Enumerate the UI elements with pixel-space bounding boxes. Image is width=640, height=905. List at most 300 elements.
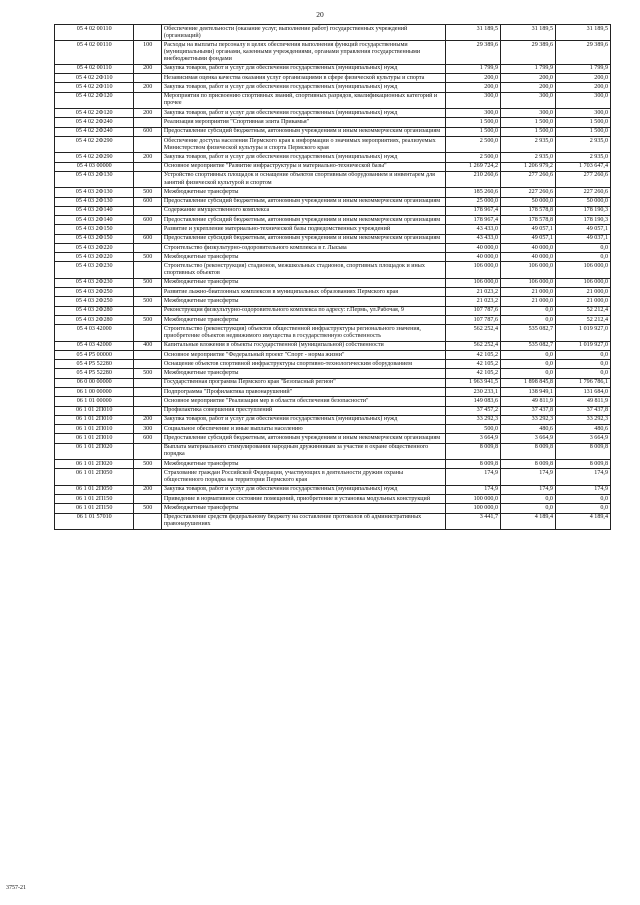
row-code-cell: 06 1 01 2П150 (55, 495, 134, 504)
row-amount-3-cell: 37 437,8 (555, 406, 610, 415)
row-amount-1-cell: 185 260,6 (446, 188, 501, 197)
row-amount-2-cell: 200,0 (501, 74, 556, 83)
row-expense-type-cell (134, 406, 161, 415)
row-amount-1-cell: 200,0 (446, 83, 501, 92)
row-amount-2-cell: 1 799,9 (501, 64, 556, 73)
row-amount-2-cell: 0,0 (501, 350, 556, 359)
row-amount-3-cell: 106 000,0 (555, 278, 610, 287)
row-expense-type-cell: 200 (134, 83, 161, 92)
row-name-cell: Содержание имущественного комплекса (161, 206, 445, 215)
row-expense-type-cell: 200 (134, 415, 161, 424)
row-amount-1-cell: 300,0 (446, 92, 501, 108)
budget-table (54, 24, 611, 530)
row-amount-3-cell: 4 189,4 (555, 513, 610, 529)
footer-code: 3757-21 (6, 885, 26, 891)
row-expense-type-cell: 200 (134, 109, 161, 118)
row-name-cell: Выплата материального стимулирования народным дружинникам за участие в охране общественного порядка (161, 443, 445, 459)
row-amount-1-cell: 500,0 (446, 425, 501, 434)
row-expense-type-cell (134, 388, 161, 397)
table-row (55, 341, 611, 350)
row-amount-3-cell: 1 500,0 (555, 118, 610, 127)
row-name-cell: Расходы на выплаты персоналу в целях обеспечения выполнения функций государственными (муниципальными) органами, казенными учреждениями, органами управления государственными внебюджетными фондами (161, 41, 445, 64)
row-name-cell: Межбюджетные трансферты (161, 297, 445, 306)
row-expense-type-cell: 200 (134, 64, 161, 73)
row-amount-1-cell: 100 000,0 (446, 495, 501, 504)
row-amount-1-cell: 562 252,4 (446, 325, 501, 341)
row-amount-2-cell: 106 000,0 (501, 262, 556, 278)
row-expense-type-cell: 600 (134, 197, 161, 206)
row-expense-type-cell (134, 136, 161, 152)
row-code-cell: 05 4 03 2Ф130 (55, 171, 134, 187)
row-code-cell: 05 4 03 2Ф280 (55, 306, 134, 315)
row-amount-2-cell: 300,0 (501, 92, 556, 108)
row-code-cell: 05 4 02 2Ф120 (55, 92, 134, 108)
table-row (55, 415, 611, 424)
row-name-cell: Закупка товаров, работ и услуг для обеспечения государственных (муниципальных) нужд (161, 83, 445, 92)
row-amount-2-cell: 178 578,8 (501, 206, 556, 215)
row-expense-type-cell: 500 (134, 369, 161, 378)
row-amount-2-cell: 8 009,8 (501, 460, 556, 469)
row-expense-type-cell (134, 325, 161, 341)
row-amount-1-cell: 42 105,2 (446, 360, 501, 369)
row-amount-1-cell: 107 787,6 (446, 306, 501, 315)
row-code-cell: 05 4 03 2Ф150 (55, 225, 134, 234)
row-code-cell: 06 0 00 00000 (55, 378, 134, 387)
row-expense-type-cell (134, 360, 161, 369)
row-amount-3-cell: 300,0 (555, 109, 610, 118)
row-name-cell: Оснащение объектов спортивной инфраструктуры спортивно-технологическим оборудованием (161, 360, 445, 369)
row-code-cell: 05 4 02 2Ф290 (55, 153, 134, 162)
row-amount-1-cell: 40 000,0 (446, 243, 501, 252)
row-name-cell: Межбюджетные трансферты (161, 460, 445, 469)
row-expense-type-cell: 500 (134, 188, 161, 197)
row-amount-1-cell: 1 500,0 (446, 118, 501, 127)
row-code-cell: 05 4 P5 52280 (55, 369, 134, 378)
row-name-cell: Закупка товаров, работ и услуг для обеспечения государственных (муниципальных) нужд (161, 485, 445, 494)
row-amount-1-cell: 107 787,6 (446, 315, 501, 324)
table-row (55, 109, 611, 118)
row-name-cell: Строительство (реконструкция) стадионов, межшкольных стадионов, спортивных площадок и иных спортивных объектов (161, 262, 445, 278)
row-amount-3-cell: 1 799,9 (555, 64, 610, 73)
row-amount-2-cell: 8 009,8 (501, 443, 556, 459)
row-name-cell: Основное мероприятие "Развитие инфраструктуры и материально-технической базы" (161, 162, 445, 171)
row-expense-type-cell: 600 (134, 434, 161, 443)
row-expense-type-cell (134, 469, 161, 485)
row-code-cell: 05 4 02 00110 (55, 25, 134, 41)
row-expense-type-cell (134, 306, 161, 315)
row-amount-1-cell: 31 189,5 (446, 25, 501, 41)
row-expense-type-cell (134, 288, 161, 297)
table-row (55, 216, 611, 225)
row-amount-3-cell: 0,0 (555, 369, 610, 378)
row-amount-1-cell: 1 799,9 (446, 64, 501, 73)
table-row (55, 225, 611, 234)
row-amount-3-cell: 29 389,6 (555, 41, 610, 64)
row-expense-type-cell: 500 (134, 253, 161, 262)
row-amount-3-cell: 21 000,0 (555, 288, 610, 297)
table-row (55, 243, 611, 252)
row-expense-type-cell (134, 74, 161, 83)
row-name-cell: Независимая оценка качества оказания услуг организациями в сфере физической культуры и спорта (161, 74, 445, 83)
table-row (55, 425, 611, 434)
row-amount-1-cell: 174,9 (446, 469, 501, 485)
row-code-cell: 05 4 03 2Ф140 (55, 206, 134, 215)
row-name-cell: Закупка товаров, работ и услуг для обеспечения государственных (муниципальных) нужд (161, 415, 445, 424)
table-row (55, 360, 611, 369)
row-amount-3-cell: 21 000,0 (555, 297, 610, 306)
page-number: 20 (316, 10, 324, 19)
row-code-cell: 05 4 P5 52280 (55, 360, 134, 369)
table-row (55, 406, 611, 415)
row-name-cell: Основное мероприятие "Реализация мер в области обеспечения безопасности" (161, 397, 445, 406)
table-row (55, 513, 611, 529)
row-expense-type-cell: 100 (134, 41, 161, 64)
row-amount-2-cell: 21 000,0 (501, 297, 556, 306)
row-code-cell: 05 4 03 2Ф230 (55, 262, 134, 278)
row-name-cell: Капитальные вложения в объекты государственной (муниципальной) собственности (161, 341, 445, 350)
row-code-cell: 05 4 03 2Ф280 (55, 315, 134, 324)
row-amount-2-cell: 3 664,9 (501, 434, 556, 443)
row-expense-type-cell: 500 (134, 504, 161, 513)
row-amount-3-cell: 0,0 (555, 350, 610, 359)
row-code-cell: 05 4 03 2Ф130 (55, 188, 134, 197)
row-amount-3-cell: 178 190,3 (555, 216, 610, 225)
row-name-cell: Межбюджетные трансферты (161, 253, 445, 262)
table-row (55, 443, 611, 459)
row-amount-3-cell: 52 212,4 (555, 315, 610, 324)
row-name-cell: Строительство (реконструкция) объектов общественной инфраструктуры регионального значения, приобретение объектов недвижимого имущества в государственную собственность (161, 325, 445, 341)
row-expense-type-cell (134, 513, 161, 529)
table-row (55, 162, 611, 171)
row-amount-2-cell: 200,0 (501, 83, 556, 92)
row-code-cell: 05 4 03 2Ф220 (55, 243, 134, 252)
row-amount-1-cell: 2 500,0 (446, 136, 501, 152)
row-code-cell: 05 4 03 42000 (55, 341, 134, 350)
table-row (55, 83, 611, 92)
row-amount-3-cell: 174,9 (555, 485, 610, 494)
row-code-cell: 06 1 01 2П020 (55, 443, 134, 459)
row-amount-3-cell: 227 260,6 (555, 188, 610, 197)
row-name-cell: Межбюджетные трансферты (161, 188, 445, 197)
table-row (55, 378, 611, 387)
row-amount-3-cell: 1 796 786,1 (555, 378, 610, 387)
row-amount-1-cell: 100 000,0 (446, 504, 501, 513)
row-amount-1-cell: 562 252,4 (446, 341, 501, 350)
row-amount-3-cell: 0,0 (555, 360, 610, 369)
row-expense-type-cell: 600 (134, 127, 161, 136)
row-name-cell: Закупка товаров, работ и услуг для обеспечения государственных (муниципальных) нужд (161, 153, 445, 162)
row-amount-2-cell: 535 082,7 (501, 325, 556, 341)
row-code-cell: 06 1 01 2П150 (55, 504, 134, 513)
row-amount-3-cell: 2 935,0 (555, 153, 610, 162)
row-code-cell: 05 4 03 2Ф250 (55, 297, 134, 306)
row-amount-1-cell: 106 000,0 (446, 262, 501, 278)
row-amount-2-cell: 0,0 (501, 495, 556, 504)
row-expense-type-cell (134, 92, 161, 108)
row-amount-1-cell: 3 664,9 (446, 434, 501, 443)
row-amount-1-cell: 40 000,0 (446, 253, 501, 262)
row-code-cell: 05 4 03 2Ф140 (55, 216, 134, 225)
row-amount-2-cell: 0,0 (501, 306, 556, 315)
row-amount-1-cell: 3 441,7 (446, 513, 501, 529)
row-amount-3-cell: 178 190,3 (555, 206, 610, 215)
row-expense-type-cell (134, 206, 161, 215)
row-name-cell: Подпрограмма "Профилактика правонарушений" (161, 388, 445, 397)
row-name-cell: Предоставление субсидий бюджетным, автономным учреждениям и иным некоммерческим организациям (161, 434, 445, 443)
row-expense-type-cell (134, 25, 161, 41)
row-amount-1-cell: 25 000,0 (446, 197, 501, 206)
row-name-cell: Межбюджетные трансферты (161, 278, 445, 287)
row-expense-type-cell (134, 262, 161, 278)
row-amount-2-cell: 2 935,0 (501, 153, 556, 162)
row-amount-3-cell: 52 212,4 (555, 306, 610, 315)
row-amount-3-cell: 200,0 (555, 83, 610, 92)
table-row (55, 485, 611, 494)
table-row (55, 434, 611, 443)
row-amount-3-cell: 3 664,9 (555, 434, 610, 443)
row-amount-2-cell: 31 189,5 (501, 25, 556, 41)
row-amount-1-cell: 200,0 (446, 74, 501, 83)
row-expense-type-cell (134, 350, 161, 359)
row-amount-3-cell: 49 057,1 (555, 225, 610, 234)
row-amount-3-cell: 200,0 (555, 74, 610, 83)
row-amount-1-cell: 29 389,6 (446, 41, 501, 64)
row-code-cell: 05 4 03 42000 (55, 325, 134, 341)
row-amount-1-cell: 21 023,2 (446, 288, 501, 297)
row-name-cell: Закупка товаров, работ и услуг для обеспечения государственных (муниципальных) нужд (161, 64, 445, 73)
row-amount-1-cell: 1 963 941,5 (446, 378, 501, 387)
row-expense-type-cell (134, 397, 161, 406)
table-row (55, 74, 611, 83)
row-name-cell: Основное мероприятие "Федеральный проект "Спорт - норма жизни" (161, 350, 445, 359)
row-amount-3-cell: 0,0 (555, 495, 610, 504)
row-amount-1-cell: 43 433,0 (446, 225, 501, 234)
table-row (55, 397, 611, 406)
row-amount-2-cell: 277 260,6 (501, 171, 556, 187)
table-row (55, 388, 611, 397)
row-name-cell: Государственная программа Пермского края "Безопасный регион" (161, 378, 445, 387)
row-amount-3-cell: 1 019 927,0 (555, 341, 610, 350)
row-name-cell: Предоставление субсидий бюджетным, автономным учреждениям и иным некоммерческим организациям (161, 234, 445, 243)
row-amount-2-cell: 0,0 (501, 504, 556, 513)
row-amount-2-cell: 49 811,9 (501, 397, 556, 406)
row-amount-2-cell: 106 000,0 (501, 278, 556, 287)
table-row (55, 469, 611, 485)
row-amount-3-cell: 131 684,0 (555, 388, 610, 397)
row-name-cell: Предоставление субсидий бюджетным, автономным учреждениям и иным некоммерческим организациям (161, 197, 445, 206)
row-code-cell: 05 4 03 2Ф130 (55, 197, 134, 206)
row-code-cell: 05 4 P5 00000 (55, 350, 134, 359)
row-expense-type-cell: 600 (134, 234, 161, 243)
row-name-cell: Предоставление субсидий бюджетным, автономным учреждениям и иным некоммерческим организациям (161, 127, 445, 136)
row-expense-type-cell: 300 (134, 425, 161, 434)
row-amount-2-cell: 49 057,1 (501, 225, 556, 234)
row-code-cell: 05 4 03 2Ф220 (55, 253, 134, 262)
row-amount-1-cell: 1 269 724,2 (446, 162, 501, 171)
table-row (55, 253, 611, 262)
row-name-cell: Обеспечение деятельности (оказание услуг, выполнение работ) государственных учреждений (организаций) (161, 25, 445, 41)
row-amount-2-cell: 1 206 979,2 (501, 162, 556, 171)
table-row (55, 297, 611, 306)
table-row (55, 188, 611, 197)
row-code-cell: 05 4 02 2Ф120 (55, 109, 134, 118)
row-name-cell: Реализация мероприятия "Спортивная элита Прикамья" (161, 118, 445, 127)
row-amount-3-cell: 277 260,6 (555, 171, 610, 187)
row-amount-2-cell: 1 898 845,8 (501, 378, 556, 387)
row-amount-3-cell: 50 000,0 (555, 197, 610, 206)
row-expense-type-cell: 500 (134, 297, 161, 306)
table-row (55, 136, 611, 152)
row-amount-1-cell: 42 105,2 (446, 350, 501, 359)
row-expense-type-cell: 200 (134, 485, 161, 494)
row-code-cell: 06 1 01 57010 (55, 513, 134, 529)
row-amount-1-cell: 149 083,6 (446, 397, 501, 406)
row-code-cell: 05 4 02 2Ф240 (55, 127, 134, 136)
table-row (55, 25, 611, 41)
row-amount-2-cell: 480,6 (501, 425, 556, 434)
row-expense-type-cell (134, 243, 161, 252)
row-amount-1-cell: 33 292,3 (446, 415, 501, 424)
row-amount-1-cell: 21 023,2 (446, 297, 501, 306)
table-row (55, 315, 611, 324)
table-row (55, 350, 611, 359)
row-amount-2-cell: 174,9 (501, 485, 556, 494)
row-name-cell: Развитие лыжно-биатлонных комплексов в муниципальных образованиях Пермского края (161, 288, 445, 297)
row-amount-1-cell: 1 500,0 (446, 127, 501, 136)
row-code-cell: 06 1 01 2П020 (55, 460, 134, 469)
row-amount-3-cell: 8 009,8 (555, 460, 610, 469)
row-expense-type-cell: 600 (134, 216, 161, 225)
row-code-cell: 05 4 02 00110 (55, 64, 134, 73)
row-code-cell: 05 4 02 2Ф110 (55, 74, 134, 83)
row-expense-type-cell (134, 162, 161, 171)
row-name-cell: Межбюджетные трансферты (161, 315, 445, 324)
row-amount-2-cell: 37 437,8 (501, 406, 556, 415)
row-amount-1-cell: 37 457,2 (446, 406, 501, 415)
row-name-cell: Социальное обеспечение и иные выплаты населению (161, 425, 445, 434)
row-amount-2-cell: 1 500,0 (501, 127, 556, 136)
row-code-cell: 05 4 03 2Ф150 (55, 234, 134, 243)
row-amount-2-cell: 227 260,6 (501, 188, 556, 197)
row-amount-2-cell: 178 578,8 (501, 216, 556, 225)
row-amount-2-cell: 300,0 (501, 109, 556, 118)
row-amount-3-cell: 49 037,1 (555, 234, 610, 243)
row-name-cell: Мероприятия по присвоению спортивных званий, спортивных разрядов, квалификационных категорий и прочее (161, 92, 445, 108)
row-expense-type-cell: 200 (134, 153, 161, 162)
row-amount-2-cell: 2 935,0 (501, 136, 556, 152)
table-row (55, 171, 611, 187)
row-code-cell: 05 4 03 2Ф250 (55, 288, 134, 297)
row-code-cell: 05 4 02 2Ф110 (55, 83, 134, 92)
row-code-cell: 06 1 01 2П010 (55, 434, 134, 443)
row-amount-2-cell: 49 057,1 (501, 234, 556, 243)
row-amount-1-cell: 300,0 (446, 109, 501, 118)
table-row (55, 262, 611, 278)
row-amount-3-cell: 2 935,0 (555, 136, 610, 152)
row-amount-2-cell: 174,9 (501, 469, 556, 485)
row-amount-3-cell: 106 000,0 (555, 262, 610, 278)
row-code-cell: 06 1 01 00000 (55, 397, 134, 406)
row-expense-type-cell: 500 (134, 278, 161, 287)
row-code-cell: 06 1 01 2П010 (55, 425, 134, 434)
row-name-cell: Строительство физкультурно-оздоровительного комплекса в г. Лысьва (161, 243, 445, 252)
row-name-cell: Предоставление средств федеральному бюджету на составление протоколов об административных правонарушениях (161, 513, 445, 529)
row-code-cell: 06 1 01 2П050 (55, 485, 134, 494)
row-amount-1-cell: 106 000,0 (446, 278, 501, 287)
row-code-cell: 06 1 00 00000 (55, 388, 134, 397)
table-row (55, 278, 611, 287)
row-code-cell: 05 4 02 2Ф240 (55, 118, 134, 127)
row-amount-3-cell: 0,0 (555, 253, 610, 262)
table-row (55, 460, 611, 469)
row-name-cell: Страхование граждан Российской Федерации, участвующих в деятельности дружин охраны общественного порядка на территории Пермского края (161, 469, 445, 485)
row-expense-type-cell (134, 443, 161, 459)
row-name-cell: Обеспечение доступа населения Пермского края к информации о значимых мероприятиях, реализуемых Министерством физической культуры и спорта Пермского края (161, 136, 445, 152)
row-amount-1-cell: 178 967,4 (446, 206, 501, 215)
row-name-cell: Межбюджетные трансферты (161, 369, 445, 378)
row-name-cell: Межбюджетные трансферты (161, 504, 445, 513)
table-row (55, 306, 611, 315)
row-code-cell: 05 4 03 00000 (55, 162, 134, 171)
row-amount-2-cell: 50 000,0 (501, 197, 556, 206)
row-amount-3-cell: 480,6 (555, 425, 610, 434)
row-amount-2-cell: 0,0 (501, 360, 556, 369)
row-name-cell: Устройство спортивных площадок и оснащение объектов спортивным оборудованием и инвентарем для занятий физической культурой и спортом (161, 171, 445, 187)
table-row (55, 118, 611, 127)
row-name-cell: Приведение в нормативное состояние помещений, приобретение и установка модульных конструкций (161, 495, 445, 504)
table-row (55, 495, 611, 504)
row-expense-type-cell (134, 118, 161, 127)
row-amount-1-cell: 8 009,8 (446, 460, 501, 469)
row-name-cell: Закупка товаров, работ и услуг для обеспечения государственных (муниципальных) нужд (161, 109, 445, 118)
row-name-cell: Профилактика совершения преступлений (161, 406, 445, 415)
row-amount-3-cell: 33 292,3 (555, 415, 610, 424)
row-amount-2-cell: 21 000,0 (501, 288, 556, 297)
row-amount-3-cell: 174,9 (555, 469, 610, 485)
row-amount-2-cell: 40 000,0 (501, 243, 556, 252)
row-amount-2-cell: 40 000,0 (501, 253, 556, 262)
table-row (55, 206, 611, 215)
table-row (55, 325, 611, 341)
row-expense-type-cell (134, 171, 161, 187)
row-amount-3-cell: 0,0 (555, 243, 610, 252)
row-expense-type-cell (134, 378, 161, 387)
row-amount-2-cell: 29 389,6 (501, 41, 556, 64)
row-amount-3-cell: 1 019 927,0 (555, 325, 610, 341)
budget-table-body (55, 25, 611, 530)
row-amount-2-cell: 4 189,4 (501, 513, 556, 529)
table-row (55, 288, 611, 297)
row-amount-3-cell: 1 703 647,4 (555, 162, 610, 171)
table-row (55, 234, 611, 243)
row-name-cell: Предоставление субсидий бюджетным, автономным учреждениям и иным некоммерческим организациям (161, 216, 445, 225)
row-expense-type-cell: 500 (134, 460, 161, 469)
table-row (55, 197, 611, 206)
row-amount-3-cell: 49 811,9 (555, 397, 610, 406)
row-expense-type-cell: 500 (134, 315, 161, 324)
row-name-cell: Развитие и укрепление материально-технической базы подведомственных учреждений (161, 225, 445, 234)
row-expense-type-cell (134, 495, 161, 504)
row-amount-2-cell: 138 949,1 (501, 388, 556, 397)
row-amount-3-cell: 8 009,8 (555, 443, 610, 459)
row-amount-1-cell: 8 009,8 (446, 443, 501, 459)
row-amount-1-cell: 2 500,0 (446, 153, 501, 162)
row-code-cell: 05 4 03 2Ф230 (55, 278, 134, 287)
row-amount-1-cell: 178 967,4 (446, 216, 501, 225)
table-row (55, 153, 611, 162)
row-expense-type-cell (134, 225, 161, 234)
row-amount-3-cell: 300,0 (555, 92, 610, 108)
